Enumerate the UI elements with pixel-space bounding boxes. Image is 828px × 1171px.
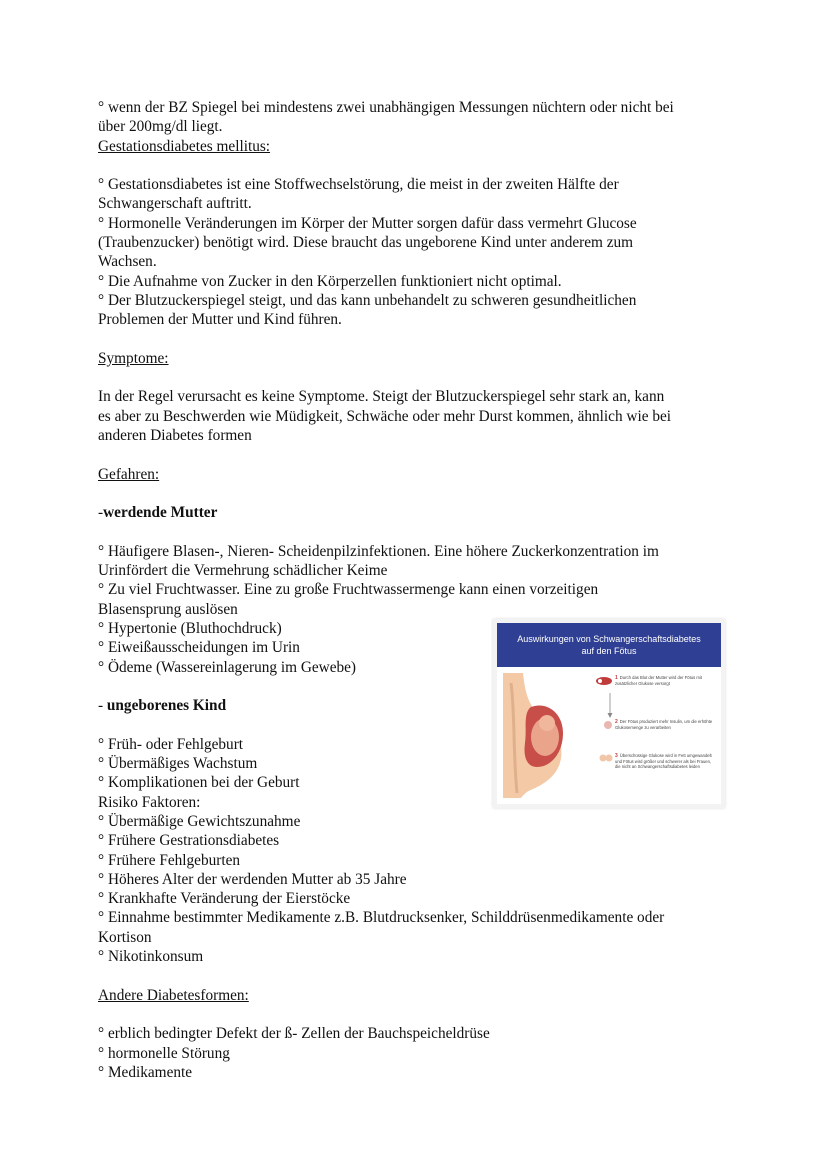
text-line: ° Die Aufnahme von Zucker in den Körperzellen funktioniert nicht optimal. — [98, 272, 562, 290]
fetus-head — [539, 715, 555, 731]
text-line: ° Ödeme (Wassereinlagerung im Gewebe) — [98, 658, 357, 676]
text-line: ° Komplikationen bei der Geburt — [98, 774, 300, 792]
infographic-fetus-effects — [493, 619, 725, 808]
infographic-header — [497, 623, 721, 667]
text-line: ° Einnahme bestimmter Medikamente z.B. Blutdrucksenker, Schilddrüsenmedikamente oder — [98, 909, 665, 927]
text-line: ° Eiweißausscheidungen im Urin — [98, 639, 300, 657]
infographic-title-line: auf den Fötus — [581, 646, 637, 656]
text-line: ° Medikamente — [98, 1063, 193, 1081]
text-line: Urinfördert die Vermehrung schädlicher Keime — [98, 562, 388, 580]
subheading-prefix: - — [98, 697, 107, 715]
text-line: ° Krankhafte Veränderung der Eierstöcke — [98, 890, 351, 908]
infographic-step-2 — [615, 719, 715, 730]
text-line: In der Regel verursacht es keine Symptome. Steigt der Blutzuckerspiegel sehr stark an, kann — [98, 388, 665, 406]
subheading-mutter-title: werdende Mutter — [103, 504, 218, 522]
arrow-down-icon — [607, 693, 613, 719]
text-line: ° Hormonelle Veränderungen im Körper der Mutter sorgen dafür dass vermehrt Glucose — [98, 214, 637, 232]
step-number: 1 — [615, 675, 618, 681]
heading-andere-diabetesformen: Andere Diabetesformen: — [98, 986, 249, 1004]
step-text: Überschüssige Glukose wird in Fett umgewandelt und Fötus wird größer und schwerer als bei Frauen, die nicht an Schwangerschaftsdiabetes leiden — [615, 753, 712, 769]
text-line: ° Gestationsdiabetes ist eine Stoffwechselstörung, die meist in der zweiten Hälfte der — [98, 176, 619, 194]
text-line: ° Früh- oder Fehlgeburt — [98, 735, 244, 753]
heading-gestationsdiabetes: Gestationsdiabetes mellitus: — [98, 137, 271, 155]
subheading-mutter — [98, 503, 738, 522]
text-line: ° erblich bedingter Defekt der ß- Zellen der Bauchspeicheldrüse — [98, 1025, 490, 1043]
subheading-prefix: - — [98, 504, 104, 522]
pregnancy-illustration — [503, 673, 603, 798]
subheading-risiko: Risiko Faktoren: — [98, 793, 201, 811]
infographic-step-1 — [615, 675, 715, 686]
step-number: 3 — [615, 753, 618, 759]
heading-symptome: Symptome: — [98, 349, 169, 367]
text-line: Blasensprung auslösen — [98, 600, 238, 618]
text-line: ° Frühere Fehlgeburten — [98, 851, 241, 869]
insulin-icon — [603, 720, 613, 730]
text-line: ° Der Blutzuckerspiegel steigt, und das kann unbehandelt zu schweren gesundheitlichen — [98, 291, 637, 309]
infographic-title-line: Auswirkungen von Schwangerschaftsdiabetes — [517, 634, 701, 644]
text-line: ° Höheres Alter der werdenden Mutter ab 35 Jahre — [98, 870, 407, 888]
fat-cells-icon — [599, 753, 613, 763]
step-number: 2 — [615, 719, 618, 725]
text-line: anderen Diabetes formen — [98, 427, 252, 445]
text-line: ° wenn der BZ Spiegel bei mindestens zwei unabhängigen Messungen nüchtern oder nicht bei — [98, 99, 674, 116]
text-line: Problemen der Mutter und Kind führen. — [98, 311, 342, 329]
text-line: über 200mg/dl liegt. — [98, 118, 223, 136]
text-line: ° Frühere Gestrationsdiabetes — [98, 832, 280, 850]
text-line: ° Hypertonie (Bluthochdruck) — [98, 620, 282, 638]
text-line: es aber zu Beschwerden wie Müdigkeit, Schwäche oder mehr Durst kommen, ähnlich wie bei — [98, 407, 672, 425]
text-line: ° hormonelle Störung — [98, 1044, 230, 1062]
text-line: Schwangerschaft auftritt. — [98, 195, 252, 213]
text-line: ° Nikotinkonsum — [98, 948, 204, 966]
blood-drop-icon — [595, 675, 613, 687]
text-line: Wachsen. — [98, 253, 157, 271]
text-line: ° Übermäßige Gewichtszunahme — [98, 812, 301, 830]
text-line: ° Zu viel Fruchtwasser. Eine zu große Fruchtwassermenge kann einen vorzeitigen — [98, 581, 599, 599]
text-line: Kortison — [98, 928, 152, 946]
heading-gefahren: Gefahren: — [98, 465, 160, 483]
document-page — [98, 98, 738, 1082]
text-line: ° Übermäßiges Wachstum — [98, 755, 258, 773]
text-line: (Traubenzucker) benötigt wird. Diese braucht das ungeborene Kind unter anderem zum — [98, 234, 634, 252]
infographic-body — [497, 667, 721, 804]
step-text: Der Fötus produziert mehr Insulin, um die erhöhte Glukosemenge zu verarbeiten — [615, 719, 713, 730]
infographic-step-3 — [615, 753, 715, 769]
text-line: ° Häufigere Blasen-, Nieren- Scheidenpilzinfektionen. Eine höhere Zuckerkonzentration im — [98, 542, 659, 560]
step-text: Durch das Blut der Mutter wird der Fötus mit zusätzlicher Glukose versorgt — [615, 675, 702, 686]
subheading-kind-title: ungeborenes Kind — [106, 697, 227, 715]
